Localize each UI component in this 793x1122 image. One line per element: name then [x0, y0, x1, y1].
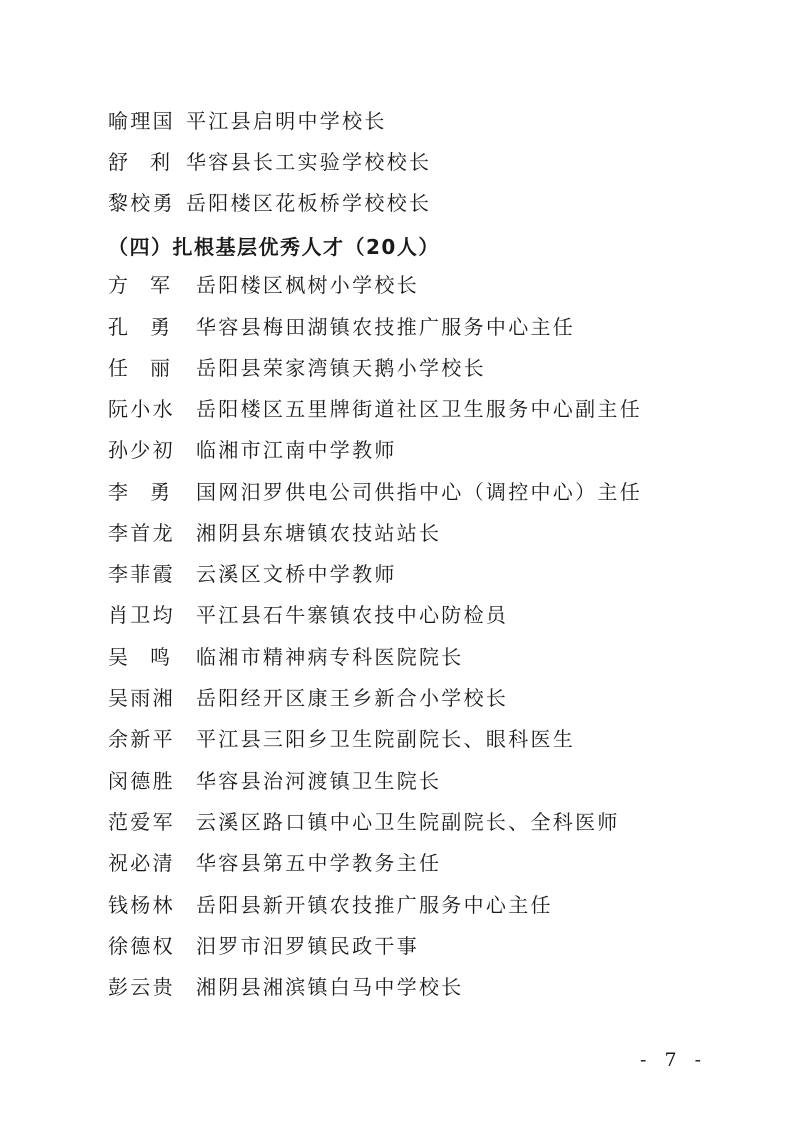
person-name: 方 军 — [108, 273, 170, 297]
person-name: 李菲霞 — [108, 562, 175, 586]
person-role: 临湘市精神病专科医院院长 — [196, 645, 464, 669]
list-item — [108, 686, 508, 710]
person-role: 临湘市江南中学教师 — [196, 438, 397, 462]
person-name: 钱杨林 — [108, 893, 175, 917]
list-item — [108, 562, 397, 586]
person-role: 岳阳经开区康王乡新合小学校长 — [196, 686, 509, 710]
person-name: 李 勇 — [108, 480, 170, 504]
person-role: 华容县长工实验学校校长 — [186, 150, 432, 174]
list-item — [108, 191, 431, 215]
list-item — [108, 603, 508, 627]
person-role: 汨罗市汨罗镇民政干事 — [196, 934, 419, 958]
person-role: 华容县治河渡镇卫生院长 — [196, 769, 442, 793]
list-item — [108, 356, 486, 380]
person-name: 肖卫均 — [108, 603, 175, 627]
person-role: 湘阴县东塘镇农技站站长 — [196, 521, 442, 545]
person-role: 平江县石牛寨镇农技中心防检员 — [196, 603, 509, 627]
list-item — [108, 315, 575, 339]
list-item — [108, 769, 441, 793]
person-name: 祝必清 — [108, 851, 175, 875]
person-name: 黎校勇 — [108, 191, 175, 215]
person-name: 孙少初 — [108, 438, 175, 462]
list-item — [108, 438, 397, 462]
person-name: 李首龙 — [108, 521, 175, 545]
person-name: 吴 鸣 — [108, 645, 170, 669]
person-role: 云溪区路口镇中心卫生院副院长、全科医师 — [196, 810, 620, 834]
person-role: 平江县三阳乡卫生院副院长、眼科医生 — [196, 727, 576, 751]
person-role: 平江县启明中学校长 — [186, 109, 387, 133]
list-item — [108, 851, 441, 875]
list-item — [108, 810, 620, 834]
list-item — [108, 109, 387, 133]
person-name: 孔 勇 — [108, 315, 170, 339]
person-name: 范爱军 — [108, 810, 175, 834]
person-role: 国网汨罗供电公司供指中心（调控中心）主任 — [196, 480, 642, 504]
person-name: 阮小水 — [108, 397, 175, 421]
person-role: 岳阳县新开镇农技推广服务中心主任 — [196, 893, 553, 917]
person-name: 余新平 — [108, 727, 175, 751]
list-item — [108, 934, 419, 958]
person-role: 岳阳楼区花板桥学校校长 — [186, 191, 432, 215]
person-role: 岳阳楼区五里牌街道社区卫生服务中心副主任 — [196, 397, 642, 421]
person-role: 华容县梅田湖镇农技推广服务中心主任 — [196, 315, 576, 339]
section-heading: （四）扎根基层优秀人才（20人） — [108, 235, 440, 259]
person-role: 华容县第五中学教务主任 — [196, 851, 442, 875]
list-item — [108, 397, 642, 421]
page-number: - 7 - — [640, 1049, 708, 1071]
person-name: 彭云贵 — [108, 975, 175, 999]
person-name: 闵德胜 — [108, 769, 175, 793]
list-item — [108, 727, 575, 751]
list-item — [108, 645, 464, 669]
list-item — [108, 480, 642, 504]
list-item — [108, 273, 419, 297]
person-name: 任 丽 — [108, 356, 170, 380]
person-role: 云溪区文桥中学教师 — [196, 562, 397, 586]
person-name: 吴雨湘 — [108, 686, 175, 710]
list-item — [108, 893, 553, 917]
list-item — [108, 975, 464, 999]
person-role: 岳阳县荣家湾镇天鹅小学校长 — [196, 356, 486, 380]
list-item — [108, 150, 431, 174]
person-name: 徐德权 — [108, 934, 175, 958]
person-name: 喻理国 — [108, 109, 175, 133]
person-name: 舒 利 — [108, 150, 170, 174]
person-role: 湘阴县湘滨镇白马中学校长 — [196, 975, 464, 999]
person-role: 岳阳楼区枫树小学校长 — [196, 273, 419, 297]
list-item — [108, 521, 441, 545]
